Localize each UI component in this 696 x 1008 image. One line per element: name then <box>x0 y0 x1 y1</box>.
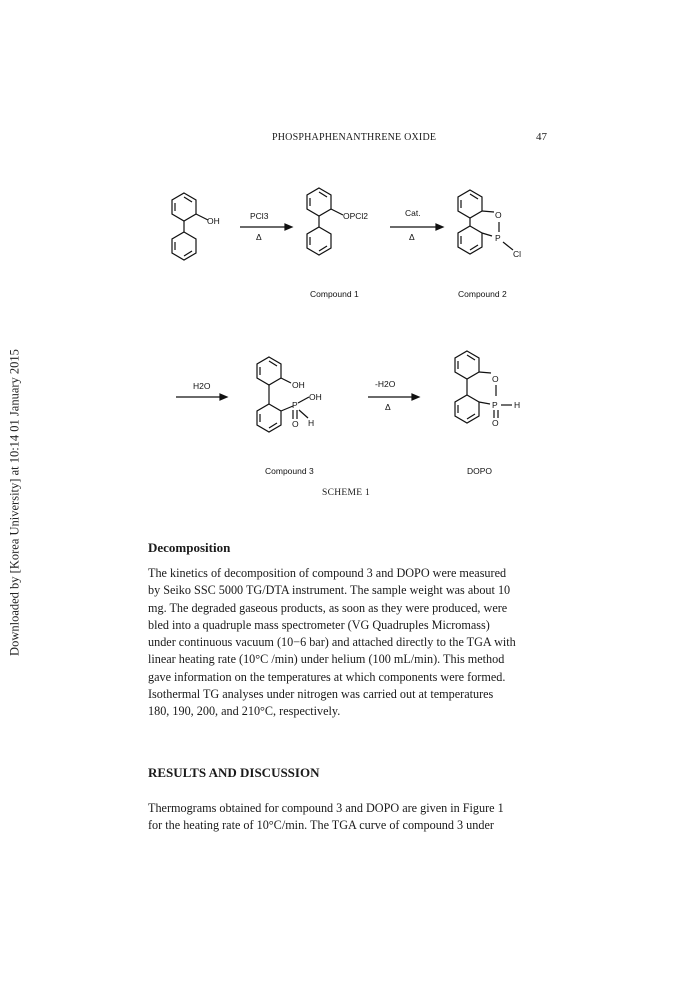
cl-atom: Cl <box>513 249 522 259</box>
text-line: by Seiko SSC 5000 TG/DTA instrument. The sample weight was about 10 <box>148 583 511 598</box>
text-line: Thermograms obtained for compound 3 and DOPO are given in Figure 1 <box>148 801 504 815</box>
label-compound-2: Compound 2 <box>458 289 507 299</box>
compound1-structure <box>307 188 343 255</box>
page-number: 47 <box>536 131 547 143</box>
text-line: linear heating rate (10°C /min) under helium (100 mL/min). This method <box>148 652 505 667</box>
label-dopo: DOPO <box>467 466 493 476</box>
text-line: under continuous vacuum (10−6 bar) and attached directly to the TGA with <box>148 635 516 650</box>
dopo-h-atom: H <box>514 400 521 410</box>
reagent-h2o: H2O <box>193 381 211 391</box>
p-atom: P <box>495 233 501 243</box>
o-double-3: O <box>292 419 299 429</box>
p-atom-3: P <box>292 400 298 410</box>
o-atom: O <box>495 210 502 220</box>
running-head: PHOSPHAPHENANTHRENE OXIDE <box>272 132 437 143</box>
text-line: The kinetics of decomposition of compound 3 and DOPO were measured <box>148 566 507 580</box>
biphenylol-structure <box>172 193 208 260</box>
oh-label: OH <box>207 216 220 226</box>
results-paragraph <box>148 800 546 835</box>
reagent-minus-h2o: -H2O <box>375 379 396 389</box>
label-compound-1: Compound 1 <box>310 289 359 299</box>
dopo-structure <box>455 351 512 423</box>
text-line: mg. The degraded gaseous products, as soon as they were produced, were <box>148 600 508 615</box>
compound3-structure <box>257 357 309 432</box>
section-heading-results: RESULTS AND DISCUSSION <box>148 765 320 780</box>
text-line: gave information on the temperatures at which components were formed. <box>148 669 506 684</box>
scheme-caption: SCHEME 1 <box>322 488 371 498</box>
compound2-structure <box>458 190 513 254</box>
reagent-heat-1: Δ <box>256 232 262 242</box>
reagent-pcl3: PCl3 <box>250 211 269 221</box>
dopo-o-atom: O <box>492 374 499 384</box>
text-line: bled into a quadruple mass spectrometer (VG Quadruples Micromass) <box>148 617 490 632</box>
text-line: Isothermal TG analyses under nitrogen was carried out at temperatures <box>148 687 494 702</box>
label-compound-3: Compound 3 <box>265 466 314 476</box>
reagent-heat-3: Δ <box>385 402 391 412</box>
text-line: 180, 190, 200, and 210°C, respectively. <box>148 704 341 719</box>
reagent-heat-2: Δ <box>409 232 415 242</box>
oh-ring-label: OH <box>292 380 305 390</box>
oh-p-label: OH <box>309 392 322 402</box>
dopo-o2-atom: O <box>492 418 499 428</box>
h-atom-3: H <box>308 418 315 428</box>
section-heading-decomposition: Decomposition <box>148 540 231 555</box>
dopo-p-atom: P <box>492 400 498 410</box>
opcl2-label: OPCl2 <box>343 211 369 221</box>
reagent-cat: Cat. <box>405 208 421 218</box>
download-watermark: Downloaded by [Korea University] at 10:14 01 January 2015 <box>7 349 22 656</box>
text-line: for the heating rate of 10°C/min. The TGA curve of compound 3 under <box>148 818 494 833</box>
decomposition-paragraph <box>148 565 546 721</box>
